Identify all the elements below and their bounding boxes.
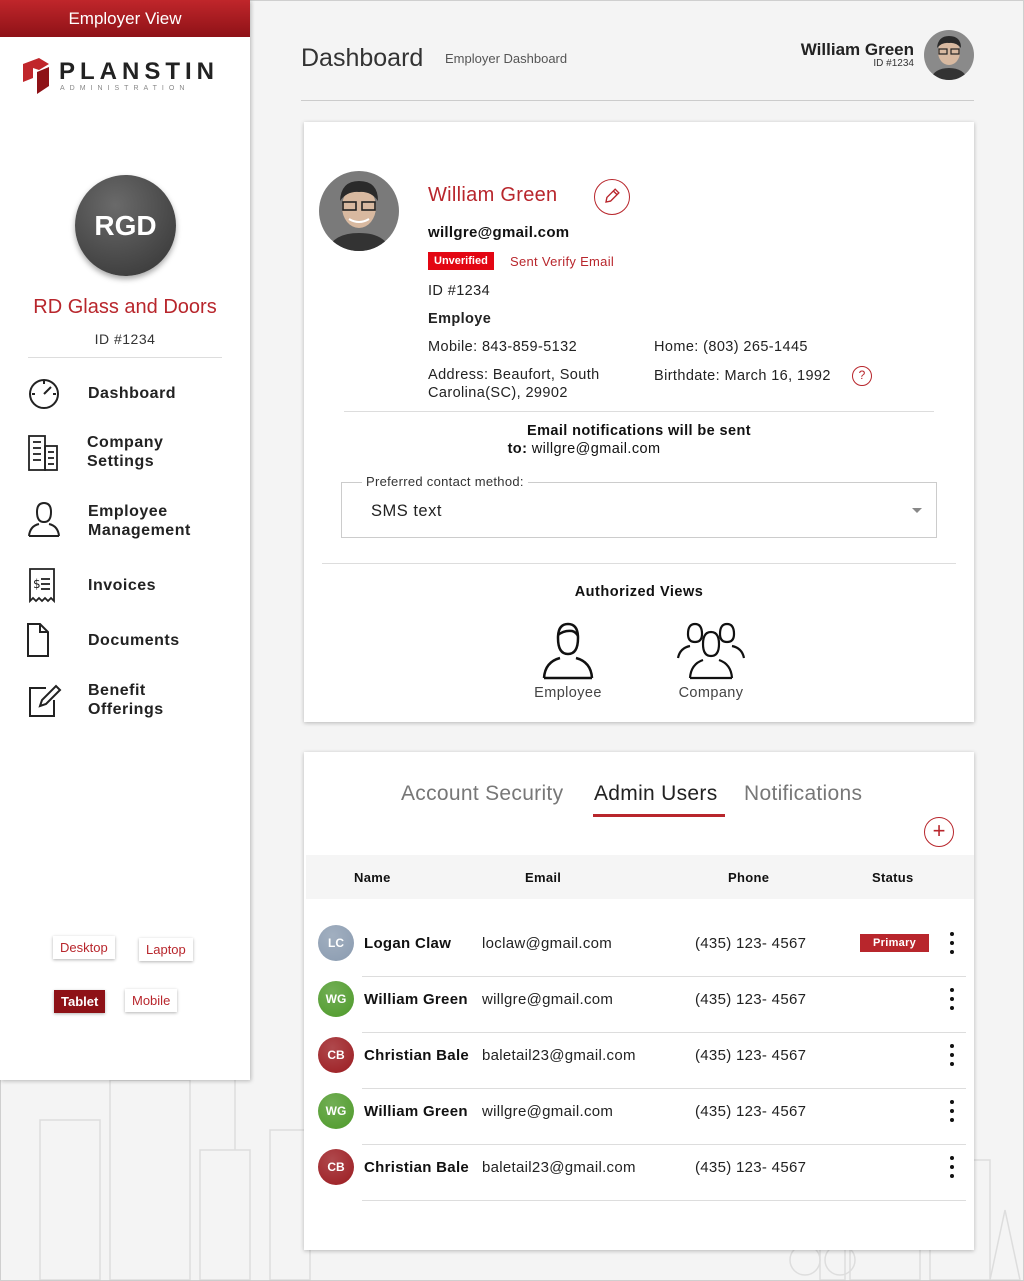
employer-view-header: Employer View (0, 0, 250, 37)
table-row[interactable] (304, 976, 974, 1032)
authorized-views-title: Authorized Views (574, 584, 704, 600)
profile-photo (319, 171, 399, 251)
sidebar-item-benefit-offerings[interactable] (24, 680, 234, 724)
user-email-cell: willgre@gmail.com (482, 991, 614, 1008)
section-divider (322, 563, 956, 564)
profile-id: ID #1234 (428, 283, 491, 299)
sidebar-item-employee-management[interactable] (24, 500, 234, 544)
pencil-icon (595, 180, 628, 213)
page-title: Dashboard (301, 44, 424, 72)
user-photo-icon (319, 171, 399, 251)
planstin-logo-mark-icon (19, 58, 51, 94)
document-icon (24, 620, 64, 660)
profile-card (304, 122, 974, 722)
device-tag-tablet[interactable]: Tablet (54, 990, 105, 1013)
company-group-icon (676, 620, 746, 680)
profile-name: William Green (428, 184, 558, 206)
avatar: CB (318, 1149, 354, 1185)
user-email-cell: baletail23@gmail.com (482, 1159, 636, 1176)
column-header-email[interactable]: Email (525, 870, 562, 885)
profile-address-line1: Address: Beaufort, South (428, 367, 600, 383)
row-divider (362, 1200, 966, 1201)
profile-mobile: Mobile: 843-859-5132 (428, 339, 578, 355)
sidebar-item-invoices[interactable] (24, 565, 234, 609)
avatar: LC (318, 925, 354, 961)
user-email-cell: loclaw@gmail.com (482, 935, 613, 952)
notification-text: Email notifications will be sent (527, 423, 751, 439)
avatar: WG (318, 981, 354, 1017)
avatar: CB (318, 1037, 354, 1073)
user-phone-cell: (435) 123- 4567 (695, 1047, 807, 1064)
table-row[interactable] (304, 1088, 974, 1144)
building-icon (24, 432, 64, 472)
logo-subtext: ADMINISTRATION (60, 85, 190, 92)
sidebar-item-label: Dashboard (88, 385, 177, 402)
user-email-cell: baletail23@gmail.com (482, 1047, 636, 1064)
authorized-view-label: Company (678, 685, 744, 701)
header-user-avatar[interactable] (924, 30, 974, 80)
sidebar-item-label: Employee Management (88, 503, 191, 539)
authorized-view-employee[interactable] (523, 620, 613, 710)
avatar: WG (318, 1093, 354, 1129)
profile-email: willgre@gmail.com (428, 224, 570, 241)
more-options-icon[interactable] (944, 1098, 960, 1124)
profile-role: Employe (428, 311, 492, 327)
active-tab-indicator (593, 814, 725, 817)
table-row[interactable] (304, 1144, 974, 1200)
employee-icon (538, 620, 598, 680)
user-phone-cell: (435) 123- 4567 (695, 935, 807, 952)
notification-to-label: to: (507, 441, 528, 457)
sidebar-item-label: Company Settings (87, 434, 164, 470)
sidebar-item-documents[interactable] (24, 620, 234, 664)
email-notification-note (304, 422, 974, 458)
preferred-contact-label: Preferred contact method: (362, 474, 528, 489)
speedometer-icon (24, 373, 64, 413)
status-badge: Primary (860, 934, 929, 952)
profile-address-line2: Carolina(SC), 29902 (428, 385, 568, 401)
sidebar-item-company-settings[interactable] (24, 432, 234, 476)
user-name-cell: William Green (364, 991, 468, 1008)
person-icon (24, 500, 64, 540)
notification-to-email: willgre@gmail.com (531, 441, 661, 457)
user-phone-cell: (435) 123- 4567 (695, 1159, 807, 1176)
status-badge: Unverified (428, 252, 494, 270)
table-header (306, 855, 974, 899)
user-photo-icon (924, 30, 974, 80)
edit-profile-button[interactable] (594, 179, 630, 215)
company-avatar: RGD (75, 175, 176, 276)
more-options-icon[interactable] (944, 1042, 960, 1068)
header-user-name[interactable]: William Green (800, 40, 914, 59)
column-header-phone[interactable]: Phone (728, 870, 770, 885)
section-divider (344, 411, 934, 412)
planstin-logo[interactable] (19, 58, 229, 98)
sidebar (0, 0, 250, 1080)
user-name-cell: Christian Bale (364, 1159, 470, 1176)
authorized-view-label: Employee (534, 685, 602, 701)
table-row[interactable] (304, 920, 974, 976)
notification-recipient (304, 440, 974, 458)
invoice-icon (24, 565, 64, 605)
more-options-icon[interactable] (944, 1154, 960, 1180)
user-phone-cell: (435) 123- 4567 (695, 991, 807, 1008)
authorized-view-company[interactable] (666, 620, 756, 710)
column-header-name[interactable]: Name (354, 870, 391, 885)
company-id: ID #1234 (94, 331, 156, 347)
company-name: RD Glass and Doors (33, 296, 217, 318)
svg-text:$: $ (33, 577, 41, 591)
sidebar-item-dashboard[interactable] (24, 373, 234, 417)
device-tag-desktop[interactable]: Desktop (53, 936, 115, 959)
sidebar-item-label: Invoices (88, 577, 157, 594)
chevron-down-icon (912, 508, 922, 513)
send-verify-email-link[interactable]: Sent Verify Email (510, 254, 615, 269)
device-tag-mobile[interactable]: Mobile (125, 989, 177, 1012)
edit-icon (24, 680, 64, 720)
more-options-icon[interactable] (944, 930, 960, 956)
preferred-contact-select[interactable] (341, 474, 937, 538)
user-name-cell: Logan Claw (364, 935, 452, 952)
logo-text: PLANSTIN (59, 58, 219, 85)
header-user-id: ID #1234 (873, 58, 914, 69)
user-name-cell: William Green (364, 1103, 468, 1120)
tab-notifications[interactable]: Notifications (744, 782, 863, 805)
preferred-contact-value: SMS text (371, 502, 442, 520)
profile-home-phone: Home: (803) 265-1445 (654, 339, 808, 355)
tab-account-security[interactable]: Account Security (401, 782, 564, 805)
user-phone-cell: (435) 123- 4567 (695, 1103, 807, 1120)
sidebar-item-label: Benefit Offerings (88, 682, 164, 718)
header-divider (301, 100, 974, 101)
profile-birthdate: Birthdate: March 16, 1992 (654, 368, 831, 384)
help-icon[interactable]: ? (852, 366, 872, 386)
device-tag-laptop[interactable]: Laptop (139, 938, 193, 961)
user-email-cell: willgre@gmail.com (482, 1103, 614, 1120)
admin-users-card (304, 752, 974, 1250)
sidebar-divider (28, 357, 222, 358)
table-row[interactable] (304, 1032, 974, 1088)
column-header-status[interactable]: Status (872, 870, 914, 885)
more-options-icon[interactable] (944, 986, 960, 1012)
page-subtitle: Employer Dashboard (445, 51, 568, 66)
user-name-cell: Christian Bale (364, 1047, 470, 1064)
sidebar-item-label: Documents (88, 632, 180, 649)
tab-admin-users[interactable]: Admin Users (594, 782, 718, 805)
add-user-button[interactable]: + (924, 817, 954, 847)
